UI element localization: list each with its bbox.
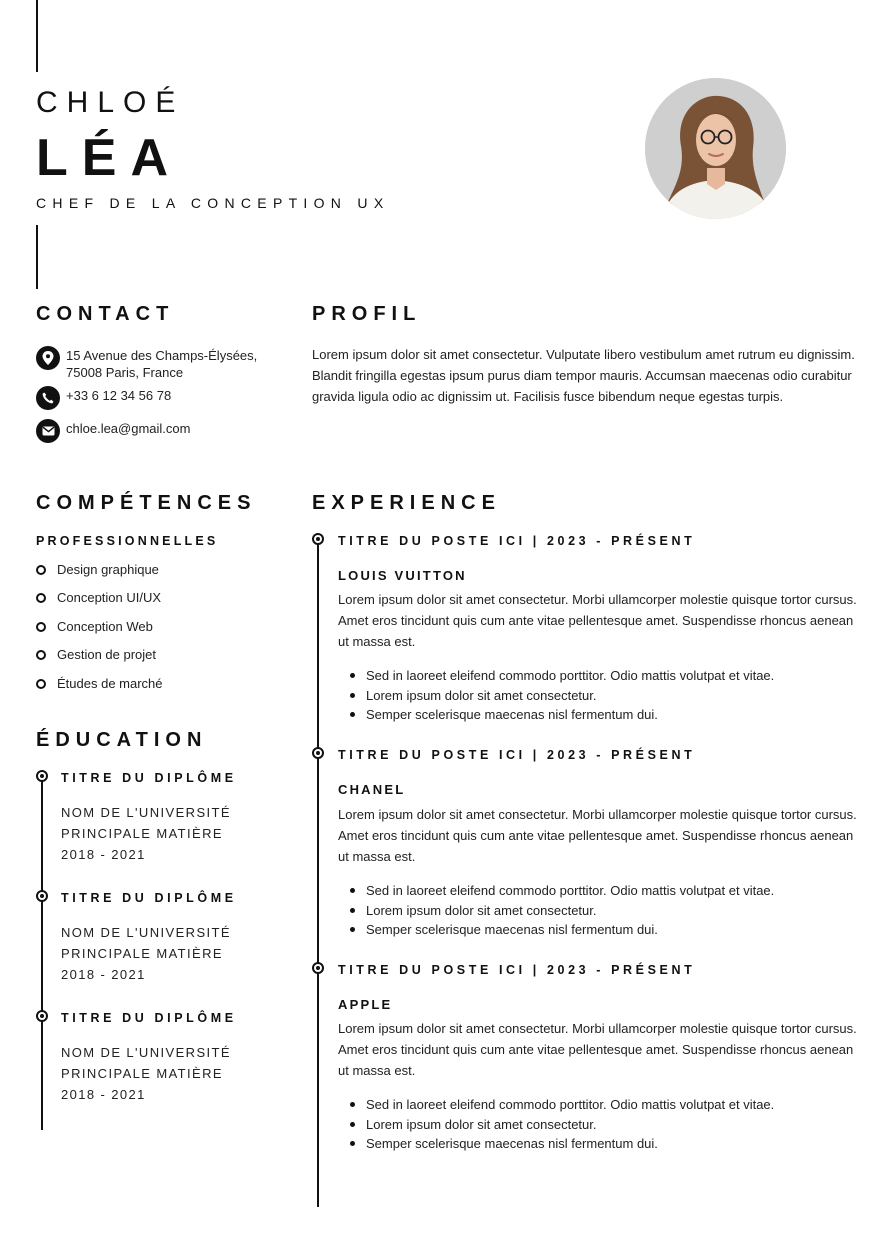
education-details: NOM DE L'UNIVERSITÉ PRINCIPALE MATIÈRE 2018 - 2021 xyxy=(61,925,231,982)
skill-item: Études de marché xyxy=(36,676,163,691)
list-item: Semper scelerisque maecenas nisl fermentum dui. xyxy=(366,1134,774,1154)
job-description: Lorem ipsum dolor sit amet consectetur. Morbi ullamcorper molestie quisque tortor cursus. Amet eros tincidunt quis cum ante vitae pellentesque amet. Suspendisse rhoncus aenean ut massa est. xyxy=(338,807,857,864)
skill-item: Conception UI/UX xyxy=(36,590,161,605)
job-title: CHEF DE LA CONCEPTION UX xyxy=(36,195,390,211)
job-position: TITRE DU POSTE ICI | 2023 - PRÉSENT xyxy=(338,963,696,977)
profile-title: PROFIL xyxy=(312,303,422,325)
degree-title: TITRE DU DIPLÔME xyxy=(61,771,237,785)
circle-bullet-icon xyxy=(36,565,46,575)
portrait-image xyxy=(645,78,786,219)
degree-title: TITRE DU DIPLÔME xyxy=(61,891,237,905)
list-item: Sed in laoreet eleifend commodo porttitor. Odio mattis volutpat et vitae. xyxy=(366,881,774,901)
list-item: Lorem ipsum dolor sit amet consectetur. xyxy=(366,1115,774,1135)
profile-photo xyxy=(645,78,786,219)
job-bullets xyxy=(366,666,774,725)
skill-item: Design graphique xyxy=(36,562,159,577)
timeline-marker-icon xyxy=(36,890,48,902)
experience-title: EXPERIENCE xyxy=(312,492,501,514)
list-item: Semper scelerisque maecenas nisl fermentum dui. xyxy=(366,705,774,725)
list-item: Sed in laoreet eleifend commodo porttitor. Odio mattis volutpat et vitae. xyxy=(366,1095,774,1115)
job-bullets xyxy=(366,1095,774,1154)
first-name: CHLOÉ xyxy=(36,86,185,119)
address-line-2: 75008 Paris, France xyxy=(66,365,184,380)
job-bullets xyxy=(366,881,774,940)
education-details: NOM DE L'UNIVERSITÉ PRINCIPALE MATIÈRE 2018 - 2021 xyxy=(61,805,231,862)
circle-bullet-icon xyxy=(36,679,46,689)
education-timeline xyxy=(41,776,43,1130)
skills-title: COMPÉTENCES xyxy=(36,492,257,514)
profile-text: Lorem ipsum dolor sit amet consectetur. Vulputate libero vestibulum amet rutrum eu dignissim. Blandit fringilla egestas ipsum purus diam tempor mauris. Accumsan maecenas odio curabitur gravida ligula odio ac dignissim ut. Facilisis fusce bibendum neque egestas turpis. xyxy=(312,347,855,404)
location-pin-icon xyxy=(36,346,60,370)
list-item: Lorem ipsum dolor sit amet consectetur. xyxy=(366,686,774,706)
experience-timeline xyxy=(317,539,319,1207)
contact-title: CONTACT xyxy=(36,303,175,325)
contact-email xyxy=(36,419,190,443)
list-item: Semper scelerisque maecenas nisl fermentum dui. xyxy=(366,920,774,940)
timeline-marker-icon xyxy=(36,1010,48,1022)
timeline-marker-icon xyxy=(312,747,324,759)
company-name: APPLE xyxy=(338,997,393,1012)
timeline-marker-icon xyxy=(312,533,324,545)
last-name: LÉA xyxy=(36,129,182,187)
job-position: TITRE DU POSTE ICI | 2023 - PRÉSENT xyxy=(338,748,696,762)
contact-phone xyxy=(36,386,171,410)
circle-bullet-icon xyxy=(36,650,46,660)
company-name: CHANEL xyxy=(338,782,406,797)
job-position: TITRE DU POSTE ICI | 2023 - PRÉSENT xyxy=(338,534,696,548)
list-item: Lorem ipsum dolor sit amet consectetur. xyxy=(366,901,774,921)
email-address: chloe.lea@gmail.com xyxy=(66,421,191,436)
timeline-marker-icon xyxy=(312,962,324,974)
list-item: Sed in laoreet eleifend commodo porttitor. Odio mattis volutpat et vitae. xyxy=(366,666,774,686)
decorative-line-top xyxy=(36,0,38,72)
degree-title: TITRE DU DIPLÔME xyxy=(61,1011,237,1025)
contact-address xyxy=(36,346,257,381)
timeline-marker-icon xyxy=(36,770,48,782)
education-title: ÉDUCATION xyxy=(36,729,208,751)
phone-icon xyxy=(36,386,60,410)
skill-item: Conception Web xyxy=(36,619,153,634)
circle-bullet-icon xyxy=(36,622,46,632)
mail-icon xyxy=(36,419,60,443)
job-description: Lorem ipsum dolor sit amet consectetur. Morbi ullamcorper molestie quisque tortor cursus. Amet eros tincidunt quis cum ante vitae pellentesque amet. Suspendisse rhoncus aenean ut massa est. xyxy=(338,1021,857,1078)
job-description: Lorem ipsum dolor sit amet consectetur. Morbi ullamcorper molestie quisque tortor cursus. Amet eros tincidunt quis cum ante vitae pellentesque amet. Suspendisse rhoncus aenean ut massa est. xyxy=(338,592,857,649)
decorative-line-middle xyxy=(36,225,38,289)
skill-item: Gestion de projet xyxy=(36,647,156,662)
circle-bullet-icon xyxy=(36,593,46,603)
address-line-1: 15 Avenue des Champs-Élysées, xyxy=(66,348,258,363)
company-name: LOUIS VUITTON xyxy=(338,568,467,583)
phone-number: +33 6 12 34 56 78 xyxy=(66,388,172,403)
skills-subtitle: PROFESSIONNELLES xyxy=(36,534,219,548)
education-details: NOM DE L'UNIVERSITÉ PRINCIPALE MATIÈRE 2018 - 2021 xyxy=(61,1045,231,1102)
